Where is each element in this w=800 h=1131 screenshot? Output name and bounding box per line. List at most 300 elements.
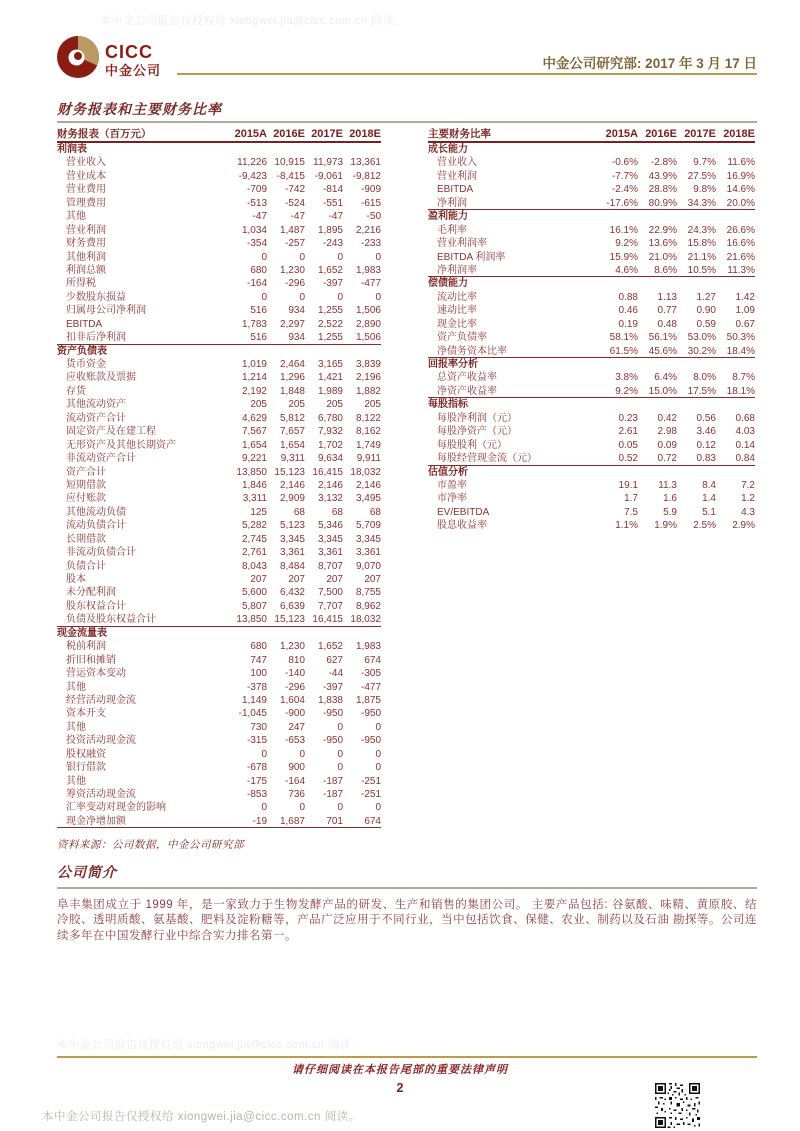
row-label: 净利润 [437,197,467,209]
year-column-header: 2016E [645,128,677,140]
table-row [57,251,381,264]
cell-value: -678 [246,762,267,774]
section-header-row [428,277,755,290]
row-label: 投资活动现金流 [66,735,136,747]
row-label: 固定资产及在建工程 [66,426,156,438]
section-header-row [428,143,755,156]
cell-value: -551 [322,197,343,209]
table-row [57,694,381,707]
cell-value: 5.1 [702,506,716,518]
cell-value: 1,506 [355,332,381,344]
cell-value: 28.8% [648,184,677,196]
table-row [57,318,381,331]
cell-value: 8.6% [654,264,677,276]
cell-value: -909 [360,184,381,196]
row-label: 其他利润 [66,251,106,263]
table-row [57,170,381,183]
cell-value: 7.2 [741,479,755,491]
cell-value: -7.7% [611,170,638,182]
cell-value: 4.3 [741,506,755,518]
cell-value: -187 [322,775,343,787]
cell-value: 8.4 [702,479,716,491]
company-profile-section [57,862,757,944]
row-label: 营业成本 [66,170,106,182]
cell-value: 7,932 [317,426,343,438]
row-label: 利润总额 [66,264,106,276]
cell-value: 0 [375,291,381,303]
row-label: 其他流动资产 [66,399,126,411]
table-row [57,801,381,814]
table-row [57,452,381,465]
cell-value: 0.56 [696,412,716,424]
cell-value: 1,882 [355,385,381,397]
row-label: 每股经营现金流（元） [437,453,537,465]
cell-value: 125 [250,506,267,518]
cell-value: 1,989 [317,385,343,397]
cell-value: 1,487 [279,224,305,236]
cell-value: 9,911 [356,453,381,465]
table-row [428,519,755,532]
cell-value: 207 [364,574,381,585]
row-label: 速动比率 [437,305,477,317]
cell-value: 20.0% [726,197,755,209]
cell-value: 934 [288,332,305,344]
row-label: 汇率变动对现金的影响 [66,802,166,814]
cicc-logo [57,36,161,83]
cell-value: 9.8% [693,184,716,196]
cell-value: 0 [299,802,305,814]
cell-value: 1,149 [241,694,267,706]
row-label: 股息收益率 [437,520,487,532]
cell-value: 0 [299,251,305,263]
table-row [428,452,755,465]
cell-value: 9,311 [280,453,305,465]
row-label: 筹资活动现金流 [66,789,136,800]
cell-value: 5,812 [279,412,305,424]
cell-value: 80.9% [648,197,677,209]
section-header-row [428,210,755,223]
cell-value: 14.6% [726,184,755,196]
cell-value: 0 [375,748,381,760]
cell-value: 730 [250,721,267,733]
cell-value: 9.2% [615,238,638,250]
table-row [57,573,381,586]
table-row [57,277,381,290]
section-name: 现金流量表 [57,627,107,639]
cell-value: 701 [326,815,343,827]
row-label: 营业利润 [66,224,106,236]
cell-value: 21.1% [687,251,716,263]
row-label: 银行借款 [66,762,106,774]
cell-value: 1.7 [624,493,638,505]
cell-value: 5,709 [355,520,381,532]
row-label: 短期借款 [66,479,106,491]
cell-value: 26.6% [726,224,755,236]
cell-value: -251 [360,775,381,787]
cell-value: 5.9 [663,506,677,518]
table-row [428,183,755,196]
cell-value: 4.03 [735,426,755,438]
table-row [428,506,755,519]
cell-value: 0.19 [618,318,638,330]
table-row [57,183,381,196]
row-label: 其他流动负债 [66,506,126,518]
cell-value: -243 [322,238,343,250]
cell-value: 207 [288,574,305,585]
cell-value: 8.7% [732,372,755,384]
table-row [57,560,381,573]
cell-value: 18.1% [726,385,755,397]
table-row [428,197,755,210]
table-header-row [57,127,381,143]
cell-value: -305 [360,668,381,680]
cell-value: -950 [322,708,343,720]
table-row [57,197,381,210]
cell-value: -19 [252,815,267,827]
cell-value: 10,915 [274,157,305,169]
cell-value: 3,165 [317,359,343,370]
cell-value: -251 [360,789,381,800]
section-name: 回报率分析 [428,359,478,370]
cell-value: 1,983 [355,641,381,653]
row-label: 其他 [66,775,86,787]
cell-value: 11,226 [237,157,267,169]
cell-value: 0.72 [657,453,677,465]
cell-value: 1.09 [735,305,755,317]
cell-value: -742 [284,184,305,196]
cell-value: 15,123 [274,614,305,626]
row-label: 现金比率 [437,318,477,330]
cell-value: 205 [288,399,305,411]
cell-value: 3,345 [279,533,305,545]
cell-value: 736 [288,789,305,800]
cell-value: -378 [246,681,267,693]
row-label: 应付账款 [66,493,106,505]
financial-statements-table [57,127,381,828]
table-row [57,533,381,546]
company-profile-text: 阜丰集团成立于 1999 年，是一家致力于生物发酵产品的研发、生产和销售的集团公司。 主要产品包括: 谷氨酸、味精、黄原胶、结冷胶、透明质酸、氨基酸、肥料及淀粉糖等，产品广泛应用于不同行业，当中包括饮食、保健、农业、制药以及石油 勘探等。公司连续多年在中国发酵行业中综合实力排名第一。 [57,898,757,942]
cell-value: 1,255 [317,332,343,344]
cell-value: 1,230 [279,641,305,653]
row-label: 资产合计 [66,466,106,478]
cell-value: 2,146 [317,479,343,491]
cell-value: -477 [360,278,381,290]
row-label: 负债及股东权益合计 [66,614,156,626]
cell-value: 1.6 [663,493,677,505]
table-row [428,345,755,358]
cell-value: 27.5% [687,170,716,182]
cell-value: 0.12 [696,439,716,451]
cell-value: 21.0% [648,251,677,263]
cell-value: 0 [261,748,267,760]
cell-value: -47 [328,211,343,223]
cell-value: 1,875 [355,694,381,706]
cell-value: 0 [337,291,343,303]
row-label: 经营活动现金流 [66,694,136,706]
cell-value: 0 [375,762,381,774]
cell-value: 8.0% [693,372,716,384]
row-label: 流动负债合计 [66,520,126,532]
cell-value: -2.4% [611,184,638,196]
cell-value: 2,522 [317,318,343,330]
cell-value: 3,311 [242,493,267,505]
cell-value: 19.1 [618,479,638,491]
cell-value: -164 [246,278,267,290]
row-label: 无形资产及其他长期资产 [66,439,176,451]
cell-value: 8,707 [317,560,343,572]
year-column-header: 2015A [605,128,638,140]
cell-value: 6,639 [279,600,305,612]
cell-value: 516 [250,305,267,317]
row-label: 流动比率 [437,291,477,303]
cell-value: -9,423 [238,170,267,182]
row-label: 营业利润 [437,170,477,182]
cell-value: 17.5% [687,385,716,397]
cell-value: -653 [284,735,305,747]
cell-value: 1,702 [317,439,343,451]
cell-value: 13,361 [350,157,381,169]
cell-value: 2.98 [657,426,677,438]
cell-value: 1.1% [615,520,638,532]
cell-value: 2.9% [732,520,755,532]
table-row [57,654,381,667]
cell-value: 24.3% [687,224,716,236]
cell-value: 18.4% [726,345,755,357]
cell-value: 0 [337,802,343,814]
cell-value: 3,132 [317,493,343,505]
title-divider [57,121,757,123]
section-name: 利润表 [57,144,87,155]
row-label: 营业收入 [66,157,106,169]
cell-value: 9,634 [317,453,343,465]
footer-divider [57,1056,757,1058]
cell-value: 1,604 [279,694,305,706]
cell-value: -477 [360,681,381,693]
table-row [57,264,381,277]
year-column-header: 2016E [273,128,305,140]
table-row [57,479,381,492]
cell-value: -513 [246,197,267,209]
table-row [57,304,381,317]
source-note: 资料来源：公司数据，中金公司研究部 [57,840,244,852]
table-row [57,546,381,559]
row-label: 应收账款及票据 [66,372,136,384]
cell-value: 68 [293,506,305,518]
cell-value: 50.3% [726,332,755,344]
section-name: 每股指标 [428,399,468,411]
cell-value: 8,755 [355,587,381,599]
cell-value: 1.2 [741,493,755,505]
cell-value: 1,421 [317,372,343,384]
cell-value: 8,043 [241,560,267,572]
table-row [428,439,755,452]
table-row [428,237,755,250]
cell-value: 3.8% [615,372,638,384]
cell-value: 5,807 [241,600,267,612]
row-label: 净资产收益率 [437,385,497,397]
cell-value: 0.59 [696,318,716,330]
row-label: EBITDA [437,184,474,196]
cell-value: -164 [284,775,305,787]
row-label: 非流动负债合计 [66,547,136,559]
section-name: 估值分析 [428,466,468,478]
cell-value: 0 [261,251,267,263]
cell-value: 205 [326,399,343,411]
row-label: 市盈率 [437,479,467,491]
row-label: 股权融资 [66,748,106,760]
cell-value: 1,652 [317,641,343,653]
cell-value: 2,745 [241,533,267,545]
table-row [57,385,381,398]
cell-value: 21.6% [726,251,755,263]
section-header-row [57,627,381,640]
section-name: 偿债能力 [428,278,468,290]
cell-value: 30.2% [687,345,716,357]
table-row [57,519,381,532]
table-row [428,251,755,264]
cell-value: -47 [290,211,305,223]
cell-value: 1,983 [355,264,381,276]
cell-value: -175 [246,775,267,787]
cell-value: 2,146 [355,479,381,491]
table-row [428,224,755,237]
cell-value: -187 [322,789,343,800]
cell-value: -1,045 [238,708,267,720]
row-label: 每股净利润（元） [437,412,517,424]
row-label: 现金净增加额 [66,815,126,827]
row-label: 负债合计 [66,560,106,572]
cell-value: 0 [261,291,267,303]
table-row [57,291,381,304]
row-label: 扣非后净利润 [66,332,126,344]
cell-value: 1,214 [241,372,267,384]
cell-value: 205 [250,399,267,411]
table-row [57,398,381,411]
row-label: 营业收入 [437,157,477,169]
table-row [428,156,755,169]
cell-value: 8,122 [355,412,381,424]
cell-value: 0 [299,291,305,303]
cell-value: 56.1% [648,332,677,344]
cell-value: 16,415 [312,466,343,478]
section-header-row [428,358,755,371]
cell-value: -17.6% [606,197,638,209]
cell-value: 2,761 [241,547,267,559]
table-row [428,264,755,277]
row-label: 财务费用 [66,238,106,250]
cicc-coin-icon [57,36,99,83]
section-header-row [57,143,381,156]
cell-value: 13.6% [648,238,677,250]
row-label: 非流动资产合计 [66,453,136,465]
cell-value: -853 [246,789,267,800]
cell-value: 2,196 [355,372,381,384]
cell-value: -50 [366,211,381,223]
cell-value: 207 [250,574,267,585]
year-column-header: 2017E [311,128,343,140]
row-label: 管理费用 [66,197,106,209]
cicc-logo-text [105,43,161,77]
cell-value: 11.6% [727,157,755,169]
table-header-row [428,127,755,143]
table-row [57,748,381,761]
cell-value: 0.84 [735,453,755,465]
cell-value: 0 [375,721,381,733]
cell-value: -44 [328,668,343,680]
section-header-row [428,398,755,411]
financial-ratios-table [428,127,755,533]
cell-value: 18,032 [350,466,381,478]
row-label: 净债务资本比率 [437,345,507,357]
row-label: 流动资产合计 [66,412,126,424]
cell-value: -950 [360,708,381,720]
cell-value: 1,652 [317,264,343,276]
cell-value: 2,216 [355,224,381,236]
cell-value: -397 [322,278,343,290]
cell-value: 7,500 [317,587,343,599]
row-label: 资产负债率 [437,332,487,344]
table-title: 主要财务比率 [428,128,491,140]
cell-value: 0.88 [618,291,638,303]
section-name: 盈利能力 [428,211,468,223]
legal-disclaimer: 请仔细阅读在本报告尾部的重要法律声明 [292,1064,508,1076]
financials-section-title: 财务报表和主要财务比率 [57,103,222,118]
cell-value: 11.3% [727,264,755,276]
cell-value: 1,019 [241,359,267,370]
row-label: 资本开支 [66,708,106,720]
cell-value: 0.48 [657,318,677,330]
cell-value: 1,895 [317,224,343,236]
cell-value: 2,909 [279,493,305,505]
year-column-header: 2018E [723,128,755,140]
cell-value: 15.0% [648,385,677,397]
cell-value: 1.13 [657,291,677,303]
authorization-watermark: 本中金公司报告仅授权给 xiongwei.jia@cicc.com.cn 阅读。 [42,1111,361,1123]
cell-value: 11,973 [313,157,343,169]
research-dept-date: 中金公司研究部: 2017 年 3 月 17 日 [542,56,757,71]
cell-value: -397 [322,681,343,693]
table-row [428,412,755,425]
cell-value: 0.09 [657,439,677,451]
table-row [57,788,381,801]
page-header [0,0,800,92]
cell-value: 747 [250,654,267,666]
row-label: EV/EBITDA [437,506,490,518]
cell-value: 1.9% [654,520,677,532]
cell-value: 1,848 [279,385,305,397]
cell-value: 0.67 [735,318,755,330]
cell-value: 1,687 [279,815,305,827]
cell-value: 2,192 [241,385,267,397]
cell-value: 5,123 [279,520,305,532]
section-name: 资产负债表 [57,345,107,357]
cell-value: -47 [252,211,267,223]
cell-value: 3,361 [317,547,343,559]
header-divider [177,73,757,75]
watermark-text: 本中金公司报告仅授权给 xiongwei.jia@cicc.com.cn 阅读。 [100,15,406,27]
cell-value: -296 [284,681,305,693]
table-row [57,721,381,734]
cell-value: -140 [284,668,305,680]
cell-value: 8,162 [355,426,381,438]
cell-value: 2.61 [618,426,638,438]
cell-value: 22.9% [648,224,677,236]
cell-value: 5,346 [317,520,343,532]
row-label: EBITDA 利润率 [437,251,506,263]
cell-value: 34.3% [687,197,716,209]
cell-value: -9,812 [352,170,381,182]
cell-value: -354 [246,238,267,250]
